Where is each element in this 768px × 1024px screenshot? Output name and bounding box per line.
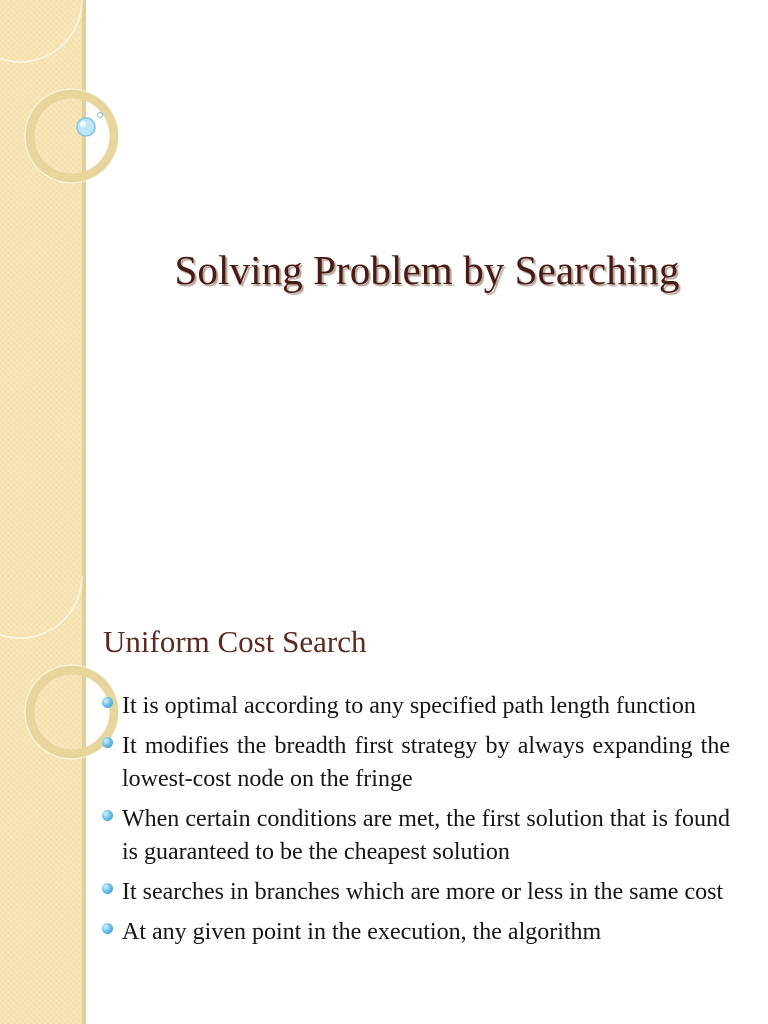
slide-title: Solving Problem by Searching — [174, 247, 680, 293]
bullet-text: It searches in branches which are more or less in the same cost — [122, 879, 724, 905]
decorative-circles-graphic — [0, 0, 120, 200]
bullet-dot-icon — [102, 923, 113, 934]
bullet-text: It is optimal according to any specified path length function — [122, 693, 696, 719]
bullet-text: When certain conditions are met, the first solution that is found is guaranteed to be the cheapest solution — [122, 806, 730, 865]
bullet-dot-icon — [102, 737, 113, 748]
bullet-text: At any given point in the execution, the algorithm — [122, 919, 602, 945]
content-slide — [0, 576, 768, 1024]
bullet-item — [100, 916, 730, 949]
bullet-dot-icon — [102, 883, 113, 894]
bullet-list — [100, 690, 730, 956]
bullet-item — [100, 690, 730, 723]
bullet-item — [100, 876, 730, 909]
bullet-dot-icon — [102, 810, 113, 821]
bullet-item — [100, 730, 730, 796]
slide-heading: Uniform Cost Search — [103, 624, 367, 659]
bullet-item — [100, 803, 730, 869]
bullet-dot-icon — [102, 697, 113, 708]
bullet-text: It modifies the breadth first strategy by always expanding the lowest-cost node on the fringe — [122, 733, 730, 792]
